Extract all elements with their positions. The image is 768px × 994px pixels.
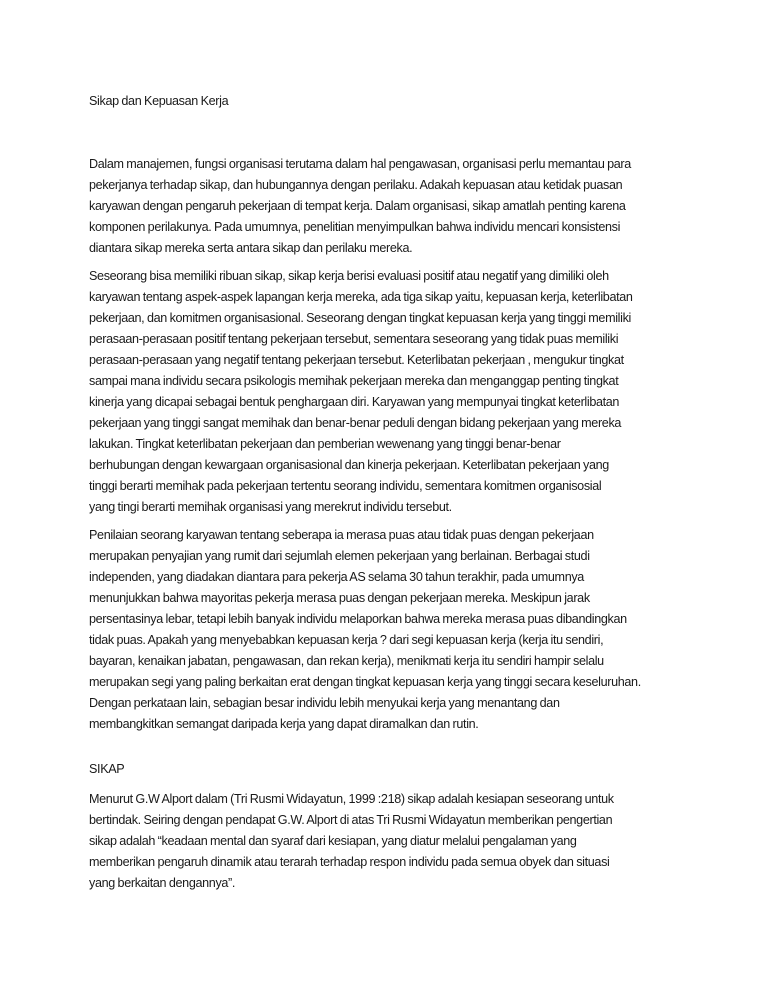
paragraph-line: pekerjanya terhadap sikap, dan hubungannya dengan perilaku. Adakah kepuasan atau ketidak puasan (89, 178, 623, 192)
paragraph-line: Dalam manajemen, fungsi organisasi terutama dalam hal pengawasan, organisasi perlu memantau para (89, 157, 631, 171)
paragraph-line: sampai mana individu secara psikologis memihak pekerjaan mereka dan menganggap penting tingkat (89, 374, 619, 388)
paragraph-line: memberikan pengaruh dinamik atau terarah terhadap respon individu pada semua obyek dan situasi (89, 855, 610, 869)
paragraph-line: yang berkaitan dengannya”. (89, 876, 236, 890)
paragraph-line: tinggi berarti memihak pada pekerjaan tertentu seorang individu, sementara komitmen organisosial (89, 479, 602, 493)
paragraph-line: karyawan dengan pengaruh pekerjaan di tempat kerja. Dalam organisasi, sikap amatlah penting karena (89, 199, 626, 213)
paragraph-line: membangkitkan semangat daripada kerja yang dapat diramalkan dan rutin. (89, 717, 479, 731)
paragraph-line: tidak puas. Apakah yang menyebabkan kepuasan kerja ? dari segi kepuasan kerja (kerja itu sendiri, (89, 633, 604, 647)
paragraph-line: bertindak. Seiring dengan pendapat G.W. Alport di atas Tri Rusmi Widayatun memberikan pengertian (89, 813, 613, 827)
paragraph-line: menunjukkan bahwa mayoritas pekerja merasa puas dengan pekerjaan mereka. Meskipun jarak (89, 591, 590, 605)
paragraph-line: sikap adalah “keadaan mental dan syaraf dari kesiapan, yang diatur melalui pengalaman yang (89, 834, 577, 848)
document-title: Sikap dan Kepuasan Kerja (89, 94, 229, 108)
paragraph-line: Seseorang bisa memiliki ribuan sikap, sikap kerja berisi evaluasi positif atau negatif yang dimiliki oleh (89, 269, 609, 283)
paragraph-line: perasaan-perasaan positif tentang pekerjaan tersebut, sementara seseorang yang tidak puas memiliki (89, 332, 619, 346)
paragraph-line: perasaan-perasaan yang negatif tentang pekerjaan tersebut. Keterlibatan pekerjaan , mengukur tingkat (89, 353, 624, 367)
paragraph-line: lakukan. Tingkat keterlibatan pekerjaan dan pemberian wewenang yang tinggi benar-benar (89, 437, 561, 451)
paragraph-line: Menurut G.W Alport dalam (Tri Rusmi Widayatun, 1999 :218) sikap adalah kesiapan seseorang untuk (89, 792, 614, 806)
paragraph-line: Dengan perkataan lain, sebagian besar individu lebih menyukai kerja yang menantang dan (89, 696, 560, 710)
paragraph-line: independen, yang diadakan diantara para pekerja AS selama 30 tahun terakhir, pada umumnya (89, 570, 584, 584)
paragraph-line: merupakan penyajian yang rumit dari sejumlah elemen pekerjaan yang berlainan. Berbagai studi (89, 549, 590, 563)
paragraph-line: komponen perilakunya. Pada umumnya, penelitian menyimpulkan bahwa individu mencari konsistensi (89, 220, 621, 234)
paragraph-line: diantara sikap mereka serta antara sikap dan perilaku mereka. (89, 241, 413, 255)
section-heading: SIKAP (89, 762, 125, 776)
paragraph-line: berhubungan dengan kewargaan organisasional dan kinerja pekerjaan. Keterlibatan pekerjaan yang (89, 458, 609, 472)
paragraph-line: karyawan tentang aspek-aspek lapangan kerja mereka, ada tiga sikap yaitu, kepuasan kerja, keterlibatan (89, 290, 633, 304)
paragraph-line: pekerjaan yang tinggi sangat memihak dan benar-benar peduli dengan bidang pekerjaan yang mereka (89, 416, 622, 430)
paragraph-line: Penilaian seorang karyawan tentang seberapa ia merasa puas atau tidak puas dengan pekerjaan (89, 528, 594, 542)
paragraph-line: bayaran, kenaikan jabatan, pengawasan, dan rekan kerja), menikmati kerja itu sendiri hampir selalu (89, 654, 604, 668)
paragraph-line: kinerja yang dicapai sebagai bentuk penghargaan diri. Karyawan yang mempunyai tingkat keterlibatan (89, 395, 620, 409)
paragraph-line: yang tingi berarti memihak organisasi yang merekrut individu tersebut. (89, 500, 452, 514)
paragraph-line: pekerjaan, dan komitmen organisasional. Seseorang dengan tingkat kepuasan kerja yang tinggi memiliki (89, 311, 631, 325)
paragraph-line: merupakan segi yang paling berkaitan erat dengan tingkat kepuasan kerja yang tinggi secara keseluruhan. (89, 675, 641, 689)
paragraph-line: persentasinya lebar, tetapi lebih banyak individu melaporkan bahwa mereka merasa puas dibandingkan (89, 612, 627, 626)
